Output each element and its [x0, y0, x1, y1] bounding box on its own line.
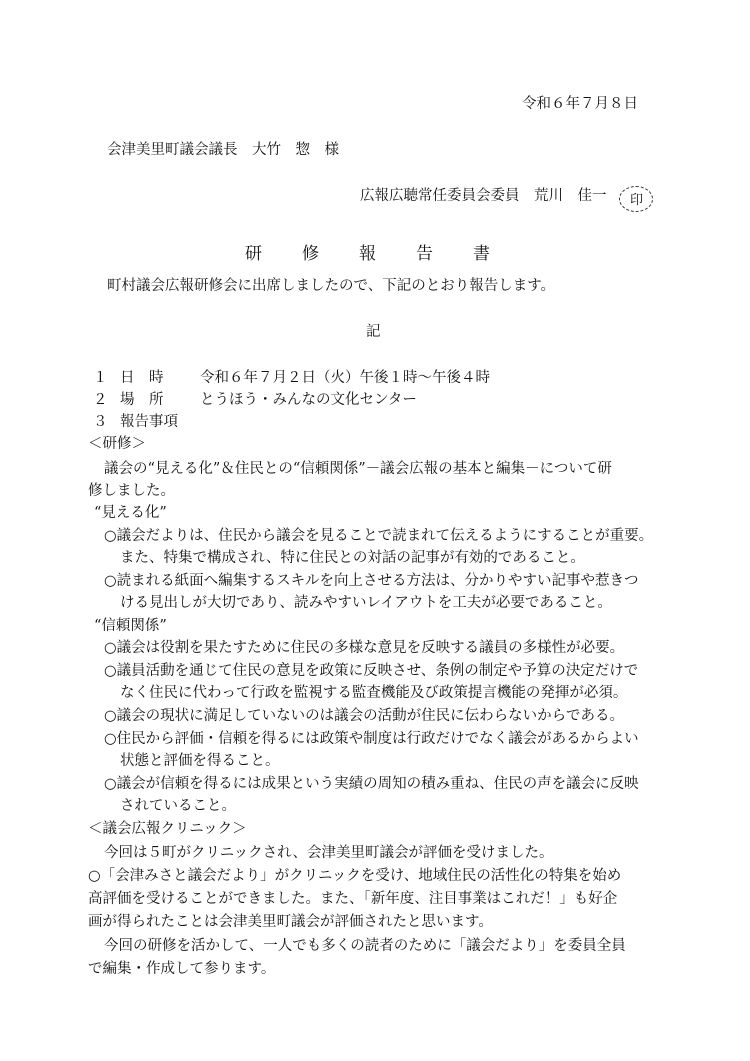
section-heading-clinic: ＜議会広報クリニック＞	[88, 821, 247, 837]
intro-text: 町村議会広報研修会に出席しましたので、下記のとおり報告します。	[107, 278, 556, 294]
clinic-line: 高評価を受けることができました。また、「新年度、注目事業はこれだ！」も好企	[88, 891, 618, 907]
bullet-line: ○議会の現状に満足していないのは議会の活動が住民に伝わらないからである。	[104, 708, 625, 724]
item-number: １	[93, 370, 108, 386]
bullet-line: なく住民に代わって行政を監視する監査機能及び政策提言機能の発揮が必須。	[120, 685, 628, 701]
subheading-shinrai: “信頼関係”	[94, 618, 167, 634]
bullet-line: 状態と評価を得ること。	[120, 753, 280, 769]
section-heading-kenshu: ＜研修＞	[88, 436, 146, 452]
addressee: 会津美里町議会議長 大竹 惣 様	[107, 142, 339, 158]
item-number: ３	[93, 414, 108, 430]
item-value-place: とうほう・みんなの文化センター	[200, 392, 417, 408]
bullet-line: ○議会だよりは、住民から議会を見ることで読まれて伝えるようにすることが重要。	[104, 528, 654, 544]
seal-stamp	[619, 186, 653, 212]
bullet-line: また、特集で構成され、特に住民との対話の記事が有効的であること。	[120, 550, 585, 566]
item-value-datetime: 令和６年７月２日（火）午後１時～午後４時	[200, 370, 490, 386]
bullet-line: されていること。	[120, 798, 236, 814]
clinic-line: 今回の研修を活かして、一人でも多くの読者のために「議会だより」を委員全員	[104, 938, 626, 954]
kenshu-summary: 修しました。	[88, 483, 175, 499]
document-title: 研修報告書	[245, 244, 530, 264]
item-label-datetime: 日 時	[120, 370, 164, 386]
clinic-line: 画が得られたことは会津美里町議会が評価されたと思います。	[88, 914, 493, 930]
item-number: ２	[93, 392, 108, 408]
clinic-line: ○「会津みさと議会だより」がクリニックを受け、地域住民の活性化の特集を始め	[88, 868, 622, 884]
kenshu-summary: 議会の“見える化”＆住民との“信頼関係”－議会広報の基本と編集－について研	[104, 461, 612, 477]
ki-marker: 記	[366, 324, 381, 340]
sender: 広報広聴常任委員会委員 荒川 佳一	[360, 188, 607, 204]
item-label-place: 場 所	[120, 392, 164, 408]
bullet-line: ○住民から評価・信頼を得るには政策や制度は行政だけでなく議会があるからよい	[104, 731, 639, 747]
subheading-mieruka: “見える化”	[94, 505, 167, 521]
bullet-line: ○議会が信頼を得るには成果という実績の周知の積み重ね、住民の声を議会に反映	[104, 776, 639, 792]
bullet-line: ○議員活動を通じて住民の意見を政策に反映させ、条例の制定や予算の決定だけで	[104, 663, 639, 679]
item-label-report: 報告事項	[120, 414, 178, 430]
bullet-line: ○議会は役割を果たすために住民の多様な意見を反映する議員の多様性が必要。	[104, 640, 625, 656]
seal-char: 印	[630, 193, 644, 208]
bullet-line: ける見出しが大切であり、読みやすいレイアウトを工夫が必要であること。	[120, 595, 612, 611]
clinic-line: で編集・作成して参ります。	[88, 961, 276, 977]
clinic-line: 今回は５町がクリニックされ、会津美里町議会が評価を受けました。	[104, 845, 554, 861]
bullet-line: ○読まれる紙面へ編集するスキルを向上させる方法は、分かりやすい記事や惹きつ	[104, 573, 639, 589]
document-date: 令和６年７月８日	[522, 96, 638, 112]
